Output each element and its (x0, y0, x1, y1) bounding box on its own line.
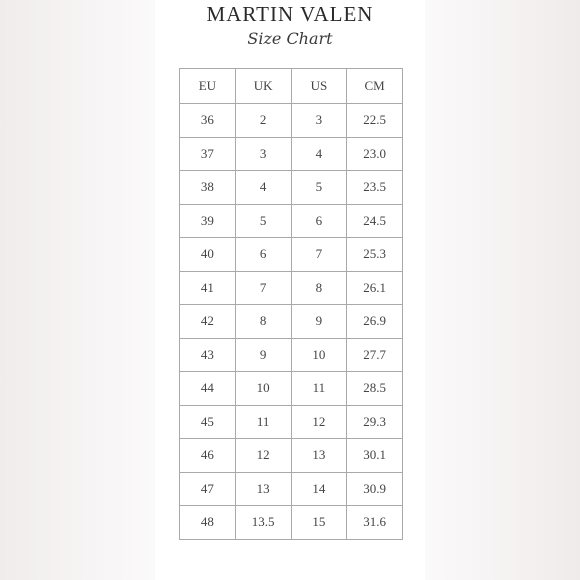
cell-us: 4 (291, 137, 347, 171)
cell-us: 9 (291, 305, 347, 339)
background-left (0, 0, 155, 580)
cell-eu: 36 (180, 104, 236, 138)
cell-eu: 40 (180, 238, 236, 272)
cell-uk: 7 (235, 271, 291, 305)
table-row (180, 204, 403, 238)
cell-cm: 26.9 (347, 305, 403, 339)
cell-uk: 4 (235, 171, 291, 205)
cell-cm: 31.6 (347, 506, 403, 540)
cell-uk: 5 (235, 204, 291, 238)
table-row (180, 338, 403, 372)
cell-us: 11 (291, 372, 347, 406)
cell-eu: 42 (180, 305, 236, 339)
cell-us: 5 (291, 171, 347, 205)
size-chart-subtitle: Size Chart (247, 29, 333, 48)
cell-eu: 48 (180, 506, 236, 540)
cell-cm: 27.7 (347, 338, 403, 372)
cell-eu: 44 (180, 372, 236, 406)
cell-us: 6 (291, 204, 347, 238)
cell-cm: 24.5 (347, 204, 403, 238)
cell-us: 12 (291, 405, 347, 439)
cell-cm: 26.1 (347, 271, 403, 305)
cell-uk: 12 (235, 439, 291, 473)
table-row (180, 137, 403, 171)
table-row (180, 104, 403, 138)
cell-eu: 41 (180, 271, 236, 305)
cell-cm: 23.5 (347, 171, 403, 205)
table-row (180, 271, 403, 305)
cell-us: 10 (291, 338, 347, 372)
cell-cm: 28.5 (347, 372, 403, 406)
cell-us: 13 (291, 439, 347, 473)
cell-uk: 13 (235, 472, 291, 506)
cell-us: 14 (291, 472, 347, 506)
cell-uk: 2 (235, 104, 291, 138)
cell-eu: 43 (180, 338, 236, 372)
cell-eu: 45 (180, 405, 236, 439)
cell-eu: 39 (180, 204, 236, 238)
cell-uk: 10 (235, 372, 291, 406)
cell-us: 8 (291, 271, 347, 305)
cell-cm: 29.3 (347, 405, 403, 439)
cell-us: 7 (291, 238, 347, 272)
cell-cm: 25.3 (347, 238, 403, 272)
cell-cm: 30.9 (347, 472, 403, 506)
table-row (180, 405, 403, 439)
header-uk: UK (235, 69, 291, 104)
header-us: US (291, 69, 347, 104)
cell-cm: 30.1 (347, 439, 403, 473)
size-table (179, 68, 403, 540)
table-row (180, 439, 403, 473)
cell-eu: 47 (180, 472, 236, 506)
cell-us: 3 (291, 104, 347, 138)
table-row (180, 472, 403, 506)
cell-uk: 13.5 (235, 506, 291, 540)
table-row (180, 372, 403, 406)
background-right (425, 0, 580, 580)
table-row (180, 238, 403, 272)
cell-cm: 23.0 (347, 137, 403, 171)
header-eu: EU (180, 69, 236, 104)
cell-uk: 8 (235, 305, 291, 339)
brand-title: MARTIN VALEN (206, 2, 374, 26)
cell-eu: 37 (180, 137, 236, 171)
cell-uk: 11 (235, 405, 291, 439)
cell-uk: 6 (235, 238, 291, 272)
cell-uk: 9 (235, 338, 291, 372)
header-cm: CM (347, 69, 403, 104)
cell-eu: 38 (180, 171, 236, 205)
cell-cm: 22.5 (347, 104, 403, 138)
table-row (180, 305, 403, 339)
table-header-row (180, 69, 403, 104)
cell-us: 15 (291, 506, 347, 540)
cell-eu: 46 (180, 439, 236, 473)
table-row (180, 506, 403, 540)
table-row (180, 171, 403, 205)
cell-uk: 3 (235, 137, 291, 171)
